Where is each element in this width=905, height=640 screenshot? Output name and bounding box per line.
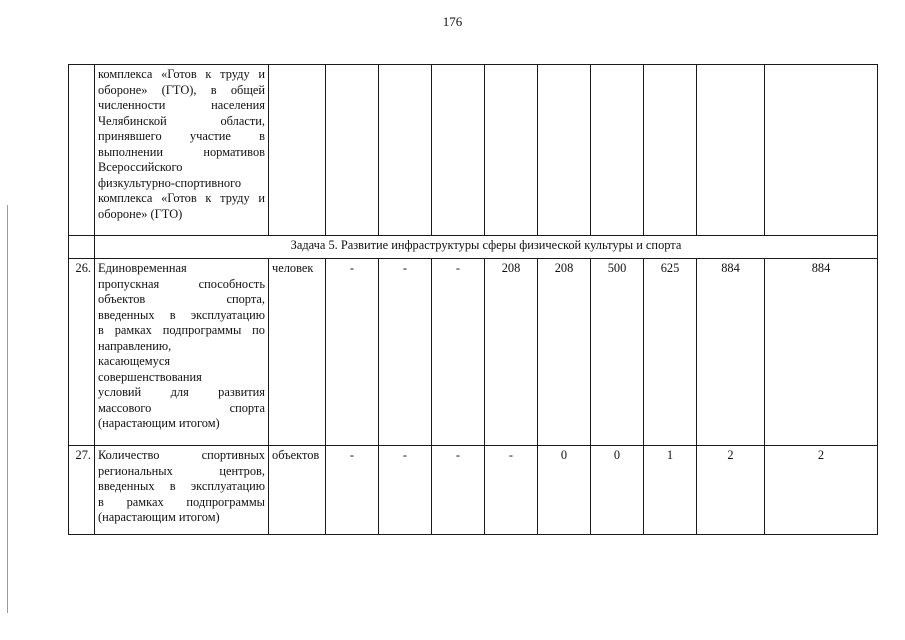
- description-line: выполнении нормативов: [98, 144, 265, 159]
- page-number: 176: [442, 14, 463, 29]
- description-line: комплекса «Готов к труду и: [98, 67, 265, 81]
- value-cell: 625: [644, 259, 697, 446]
- description-line: принявшего участие в: [98, 129, 265, 143]
- description-line: условий для развития: [98, 385, 265, 399]
- value-cell: -: [432, 259, 485, 446]
- indicator-description: [95, 446, 269, 535]
- description-line: (нарастающим итогом): [98, 416, 220, 430]
- description-line: Челябинской области,: [98, 113, 265, 128]
- value-cell: 1: [644, 446, 697, 535]
- description-line: обороне» (ГТО), в общей: [98, 82, 265, 97]
- value-cell: 2: [765, 446, 878, 535]
- value-cell: -: [326, 259, 379, 446]
- indicators-table: [68, 64, 878, 535]
- value-cell: 0: [591, 446, 644, 535]
- value-cell: 208: [538, 259, 591, 446]
- table-row: [69, 446, 878, 535]
- value-cell: 884: [697, 259, 765, 446]
- row-number: 26.: [69, 259, 95, 446]
- value-cell: -: [326, 446, 379, 535]
- value-cell: -: [379, 259, 432, 446]
- description-line: касающемуся: [98, 354, 171, 368]
- value-cell: -: [485, 446, 538, 535]
- value-cell: [538, 65, 591, 236]
- description-line: совершенствования: [98, 369, 202, 384]
- value-cell: 0: [538, 446, 591, 535]
- value-cell: -: [432, 446, 485, 535]
- value-cell: 2: [697, 446, 765, 535]
- description-line: направлению,: [98, 338, 172, 353]
- row-number-cell: [69, 236, 95, 259]
- description-line: объектов спорта,: [98, 292, 265, 306]
- description-line: Всероссийского: [98, 160, 183, 174]
- description-line: массового спорта: [98, 400, 265, 415]
- section-title: Задача 5. Развитие инфраструктуры сферы физической культуры и спорта: [95, 236, 878, 259]
- indicator-description: [95, 259, 269, 446]
- value-cell: 884: [765, 259, 878, 446]
- value-cell: [432, 65, 485, 236]
- value-cell: [485, 65, 538, 236]
- row-number-cell: [69, 65, 95, 236]
- section-row: [69, 236, 878, 259]
- description-line: Количество спортивных: [98, 448, 265, 462]
- margin-line: [7, 205, 8, 613]
- value-cell: 208: [485, 259, 538, 446]
- unit-cell: человек: [269, 259, 326, 446]
- description-line: численности населения: [98, 98, 265, 112]
- value-cell: [644, 65, 697, 236]
- value-cell: [697, 65, 765, 236]
- unit-cell: объектов: [269, 446, 326, 535]
- description-line: физкультурно-спортивного: [98, 175, 242, 190]
- value-cell: [379, 65, 432, 236]
- value-cell: 500: [591, 259, 644, 446]
- description-line: (нарастающим итогом): [98, 510, 220, 524]
- table-row: [69, 65, 878, 236]
- description-line: введенных в эксплуатацию: [98, 307, 265, 322]
- description-line: в рамках подпрограммы: [98, 494, 265, 509]
- row-number: 27.: [69, 446, 95, 535]
- description-line: в рамках подпрограммы по: [98, 323, 265, 337]
- indicator-description: [95, 65, 269, 236]
- description-line: пропускная способность: [98, 276, 265, 291]
- description-line: комплекса «Готов к труду и: [98, 191, 265, 205]
- table-row: [69, 259, 878, 446]
- value-cell: [765, 65, 878, 236]
- unit-cell: [269, 65, 326, 236]
- description-line: Единовременная: [98, 261, 187, 275]
- value-cell: -: [379, 446, 432, 535]
- description-line: введенных в эксплуатацию: [98, 479, 265, 493]
- description-line: региональных центров,: [98, 463, 265, 478]
- description-line: обороне» (ГТО): [98, 206, 183, 221]
- value-cell: [326, 65, 379, 236]
- value-cell: [591, 65, 644, 236]
